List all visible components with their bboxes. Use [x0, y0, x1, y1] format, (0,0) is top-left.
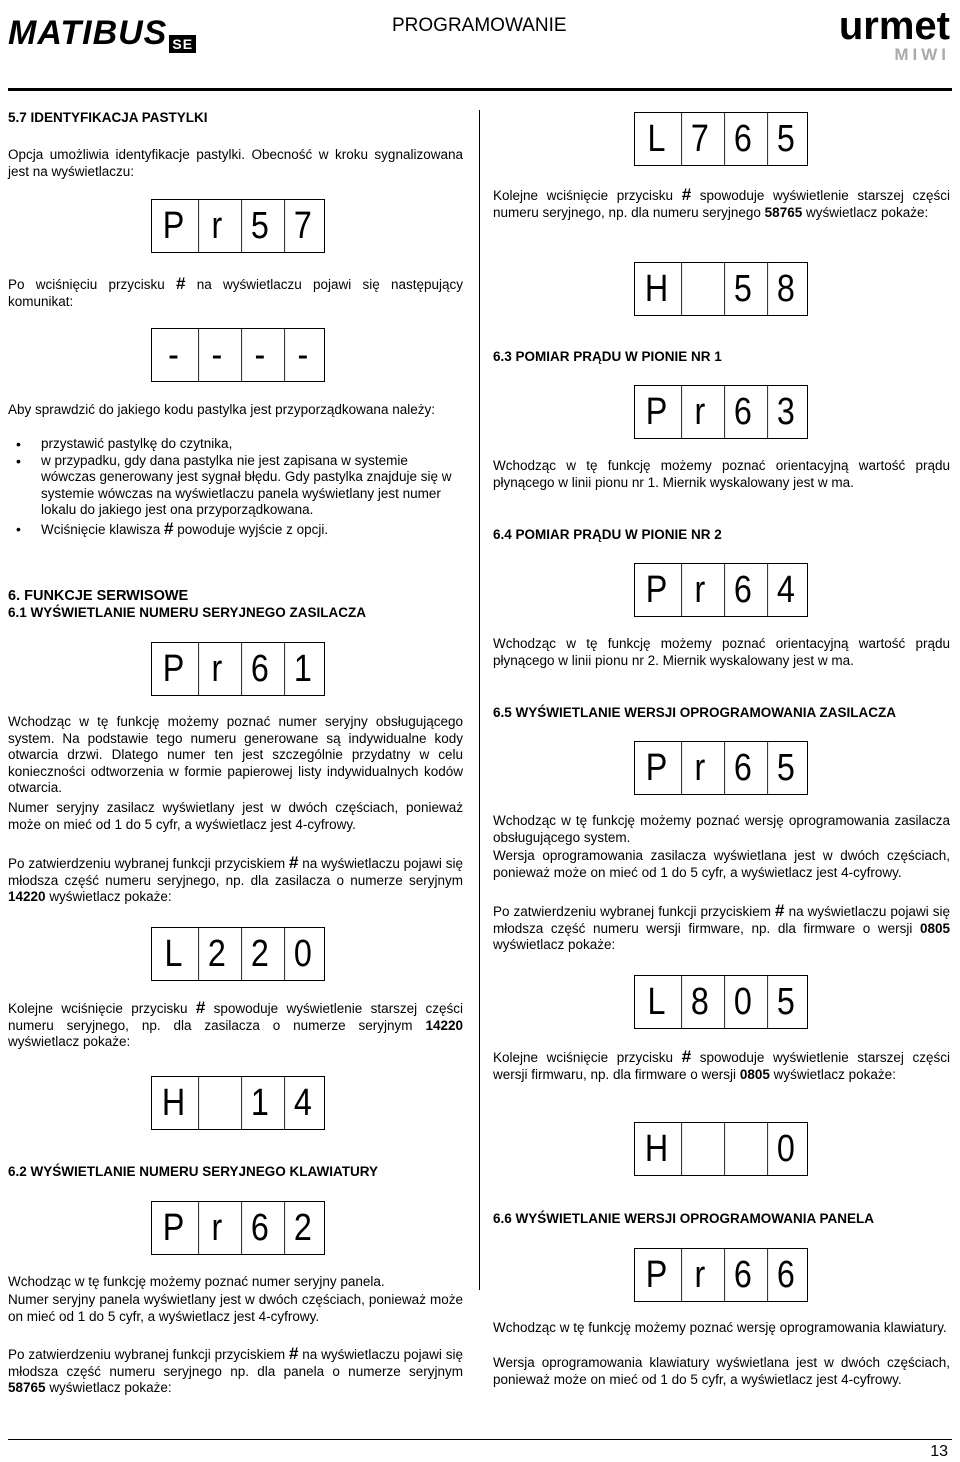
text: Po zatwierdzeniu wybranej funkcji przyciskiem	[8, 1347, 286, 1362]
display-digit: 6	[724, 742, 761, 794]
heading-6-1: 6.1 WYŚWIETLANIE NUMERU SERYJNEGO ZASILACZA	[8, 605, 367, 620]
display-digit: H	[644, 1127, 669, 1170]
display-digit: L	[647, 117, 666, 160]
list-item	[41, 518, 463, 539]
paragraph: Wchodząc w tę funkcję możemy poznać numer seryjny panela.	[8, 1274, 385, 1289]
text: Po wciśnięciu przycisku	[8, 277, 165, 292]
paragraph: Numer seryjny zasilacz wyświetlany jest w dwóch częściach, ponieważ może on mieć od 1 do 5 cyfr, a wyświetlacz jest 4-cyfrowy.	[8, 800, 463, 832]
heading-6-5: 6.5 WYŚWIETLANIE WERSJI OPROGRAMOWANIA ZASILACZA	[493, 705, 897, 720]
serial-number: 14220	[8, 889, 46, 904]
paragraph: Wchodząc w tę funkcję możemy poznać orientacyjną wartość prądu płynącego w linii pionu nr 2. Miernik wyskalowany jest w ma.	[493, 636, 950, 668]
display-pr65	[634, 741, 808, 795]
text: wyświetlacz pokaże:	[493, 937, 616, 952]
display-pr57	[151, 199, 325, 253]
display-digit: L	[164, 932, 183, 975]
display-digit: 0	[767, 1123, 804, 1175]
display-pr64	[634, 563, 808, 617]
display-digit: P	[645, 568, 668, 611]
page-title: PROGRAMOWANIE	[392, 15, 567, 36]
display-digit: 0	[284, 928, 321, 980]
display-digit: r	[681, 742, 718, 794]
display-digit: 4	[767, 564, 804, 616]
list-item: • przystawić pastylkę do czytnika,	[41, 436, 463, 453]
display-digit: P	[645, 390, 668, 433]
display-digit: 8	[681, 976, 718, 1028]
display-digit: 5	[767, 742, 804, 794]
display-digit	[681, 263, 718, 315]
display-pr62	[151, 1201, 325, 1255]
display-digit: 6	[724, 564, 761, 616]
display-digit: 6	[724, 386, 761, 438]
paragraph: Wchodząc w tę funkcję możemy poznać wersję oprogramowania zasilacza obsługującego system.	[493, 813, 950, 845]
paragraph	[8, 1000, 463, 1051]
display-h0	[634, 1122, 808, 1176]
text: Kolejne wciśnięcie przycisku	[493, 188, 674, 203]
heading-6-6: 6.6 WYŚWIETLANIE WERSJI OPROGRAMOWANIA PANELA	[493, 1211, 875, 1226]
display-digit: 5	[767, 976, 804, 1028]
text: Kolejne wciśnięcie przycisku	[493, 1050, 674, 1065]
text: spowoduje wyświetlenie starszej części numeru seryjnego, np. dla zasilacza o numerze seryjnym	[8, 1001, 463, 1033]
paragraph	[8, 276, 463, 310]
display-digit: 7	[681, 113, 718, 165]
display-pr66	[634, 1248, 808, 1302]
display-digit: 2	[198, 928, 235, 980]
display-dashes	[151, 328, 325, 382]
text: na wyświetlaczu pojawi się młodsza część numeru seryjnego np. dla panela o numerze seryjnym	[8, 1347, 463, 1379]
brand-name: MATIBUS	[8, 14, 168, 52]
paragraph	[493, 1049, 950, 1083]
hash-symbol: #	[681, 185, 692, 204]
text: na wyświetlaczu pojawi się następujący komunikat:	[8, 277, 463, 309]
display-digit	[681, 1123, 718, 1175]
display-digit: 5	[724, 263, 761, 315]
display-l220	[151, 927, 325, 981]
display-digit: L	[647, 980, 666, 1023]
hash-symbol: #	[288, 1344, 299, 1363]
firmware-version: 0805	[919, 920, 950, 936]
display-digit: -	[198, 329, 235, 381]
display-l765	[634, 112, 808, 166]
display-digit: P	[162, 1206, 185, 1249]
display-digit: 6	[724, 1249, 761, 1301]
display-digit: r	[198, 200, 235, 252]
column-divider	[479, 110, 480, 1290]
display-digit: H	[161, 1081, 186, 1124]
paragraph: Wchodząc w tę funkcję możemy poznać orientacyjną wartość prądu płynącego w linii pionu nr 1. Miernik wyskalowany jest w ma.	[493, 458, 950, 490]
display-digit: 4	[284, 1077, 321, 1129]
display-digit: 6	[241, 1202, 278, 1254]
display-digit: r	[198, 1202, 235, 1254]
paragraph: Opcja umożliwia identyfikacje pastylki. Obecność w kroku sygnalizowana jest na wyświetlaczu:	[8, 147, 463, 179]
display-pr61	[151, 642, 325, 696]
hash-symbol: #	[195, 998, 206, 1017]
text: Wciśnięcie klawisza	[41, 521, 161, 537]
text: wyświetlacz pokaże:	[49, 889, 172, 904]
display-digit: 0	[724, 976, 761, 1028]
paragraph: Wchodząc w tę funkcję możemy poznać numer seryjny obsługującego system. Na podstawie tego numeru generowane są indywidualne kody otwarcia drzwi. Dlatego numer ten jest szczególnie przydatny w celu konieczności odtworzenia w formie papierowej listy indywidualnych kodów otwarcia.	[8, 714, 463, 795]
display-digit: 6	[241, 643, 278, 695]
footer-divider	[8, 1439, 952, 1440]
header-divider	[8, 88, 952, 91]
heading-6: 6. FUNKCJE SERWISOWE	[8, 588, 189, 604]
serial-number: 58765	[764, 204, 803, 220]
text: wyświetlacz pokaże:	[8, 1034, 131, 1049]
display-digit: P	[162, 204, 185, 247]
display-digit: r	[681, 386, 718, 438]
text: Po zatwierdzeniu wybranej funkcji przyciskiem	[8, 856, 286, 871]
display-digit: -	[168, 333, 179, 376]
display-h14	[151, 1076, 325, 1130]
paragraph: Numer seryjny panela wyświetlany jest w dwóch częściach, ponieważ może on mieć od 1 do 5 cyfr, a wyświetlacz jest 4-cyfrowy.	[8, 1292, 463, 1324]
display-l805	[634, 975, 808, 1029]
display-pr63	[634, 385, 808, 439]
display-digit: 6	[767, 1249, 804, 1301]
text: na wyświetlaczu pojawi się młodsza część numeru seryjnego, np. dla zasilacza o numerze seryjnym	[8, 856, 463, 888]
display-digit: r	[681, 564, 718, 616]
display-digit: 2	[284, 1202, 321, 1254]
paragraph: Aby sprawdzić do jakiego kodu pastylka jest przyporządkowana należy:	[8, 402, 435, 417]
page-number: 13	[930, 1443, 948, 1460]
heading-6-2: 6.2 WYŚWIETLANIE NUMERU SERYJNEGO KLAWIATURY	[8, 1164, 379, 1179]
text: spowoduje wyświetlenie starszej części numeru seryjnego, np. dla numeru seryjnego	[493, 188, 950, 220]
heading-6-4: 6.4 POMIAR PRĄDU W PIONIE NR 2	[493, 527, 722, 542]
hash-symbol: #	[775, 901, 785, 920]
brand-logo	[8, 14, 196, 53]
urmet-logo	[818, 6, 950, 64]
paragraph	[493, 903, 950, 954]
display-digit: P	[645, 1253, 668, 1296]
display-digit	[724, 1123, 761, 1175]
display-digit: P	[645, 746, 668, 789]
firmware-version: 0805	[739, 1066, 770, 1082]
text: wyświetlacz pokaże:	[773, 1066, 896, 1082]
display-digit: 8	[767, 263, 804, 315]
brand-sub: SE	[169, 35, 196, 53]
display-digit: 7	[284, 200, 321, 252]
display-digit: 5	[241, 200, 278, 252]
urmet-logo-text: urmet	[838, 4, 950, 48]
text: Kolejne wciśnięcie przycisku	[8, 1001, 188, 1016]
display-h58	[634, 262, 808, 316]
paragraph: Wersja oprogramowania klawiatury wyświetlana jest w dwóch częściach, ponieważ może on mieć od 1 do 5 cyfr, a wyświetlacz jest 4-cyfrowy.	[493, 1355, 950, 1387]
text: spowoduje wyświetlenie starszej części wersji firmwaru, np. dla firmware o wersji	[493, 1050, 950, 1082]
display-digit: P	[162, 647, 185, 690]
text: Po zatwierdzeniu wybranej funkcji przyciskiem	[493, 904, 771, 919]
hash-symbol: #	[288, 853, 299, 872]
serial-number: 14220	[425, 1017, 463, 1033]
display-digit: r	[681, 1249, 718, 1301]
bullet-list	[8, 436, 463, 538]
text: powoduje wyjście z opcji.	[177, 521, 329, 537]
hash-symbol: #	[681, 1047, 692, 1066]
display-digit: 3	[767, 386, 804, 438]
display-digit: 1	[284, 643, 321, 695]
display-digit: 5	[767, 113, 804, 165]
display-digit: H	[644, 267, 669, 310]
display-digit: -	[284, 329, 321, 381]
heading-5-7: 5.7 IDENTYFIKACJA PASTYLKI	[8, 110, 208, 125]
hash-symbol: #	[164, 518, 174, 538]
display-digit: r	[198, 643, 235, 695]
hash-symbol: #	[176, 274, 186, 293]
paragraph	[493, 187, 950, 221]
list-item: • w przypadku, gdy dana pastylka nie jest zapisana w systemie wówczas generowany jest sygnał błędu. Gdy pastylka znajduje się w systemie wówczas na wyświetlaczu panela wyświetlany jest numer lokalu do jakiego jest ona przyporządkowana.	[41, 453, 463, 519]
paragraph: Wersja oprogramowania zasilacza wyświetlana jest w dwóch częściach, ponieważ może on mieć od 1 do 5 cyfr, a wyświetlacz jest 4-cyfrowy.	[493, 848, 950, 880]
text: wyświetlacz pokaże:	[49, 1380, 172, 1395]
display-digit: -	[241, 329, 278, 381]
text: na wyświetlaczu pojawi się młodsza część numeru wersji firmware, np. dla firmware o wersji	[493, 904, 950, 936]
paragraph	[8, 855, 463, 906]
heading-6-3: 6.3 POMIAR PRĄDU W PIONIE NR 1	[493, 349, 722, 364]
text: wyświetlacz pokaże:	[805, 204, 929, 220]
miwi-logo-text: MIWI	[894, 45, 950, 64]
paragraph	[8, 1346, 463, 1397]
display-digit: 2	[241, 928, 278, 980]
display-digit: 6	[724, 113, 761, 165]
paragraph: Wchodząc w tę funkcję możemy poznać wersję oprogramowania klawiatury.	[493, 1320, 947, 1335]
display-digit: 1	[241, 1077, 278, 1129]
serial-number: 58765	[8, 1380, 46, 1395]
display-digit	[198, 1077, 235, 1129]
